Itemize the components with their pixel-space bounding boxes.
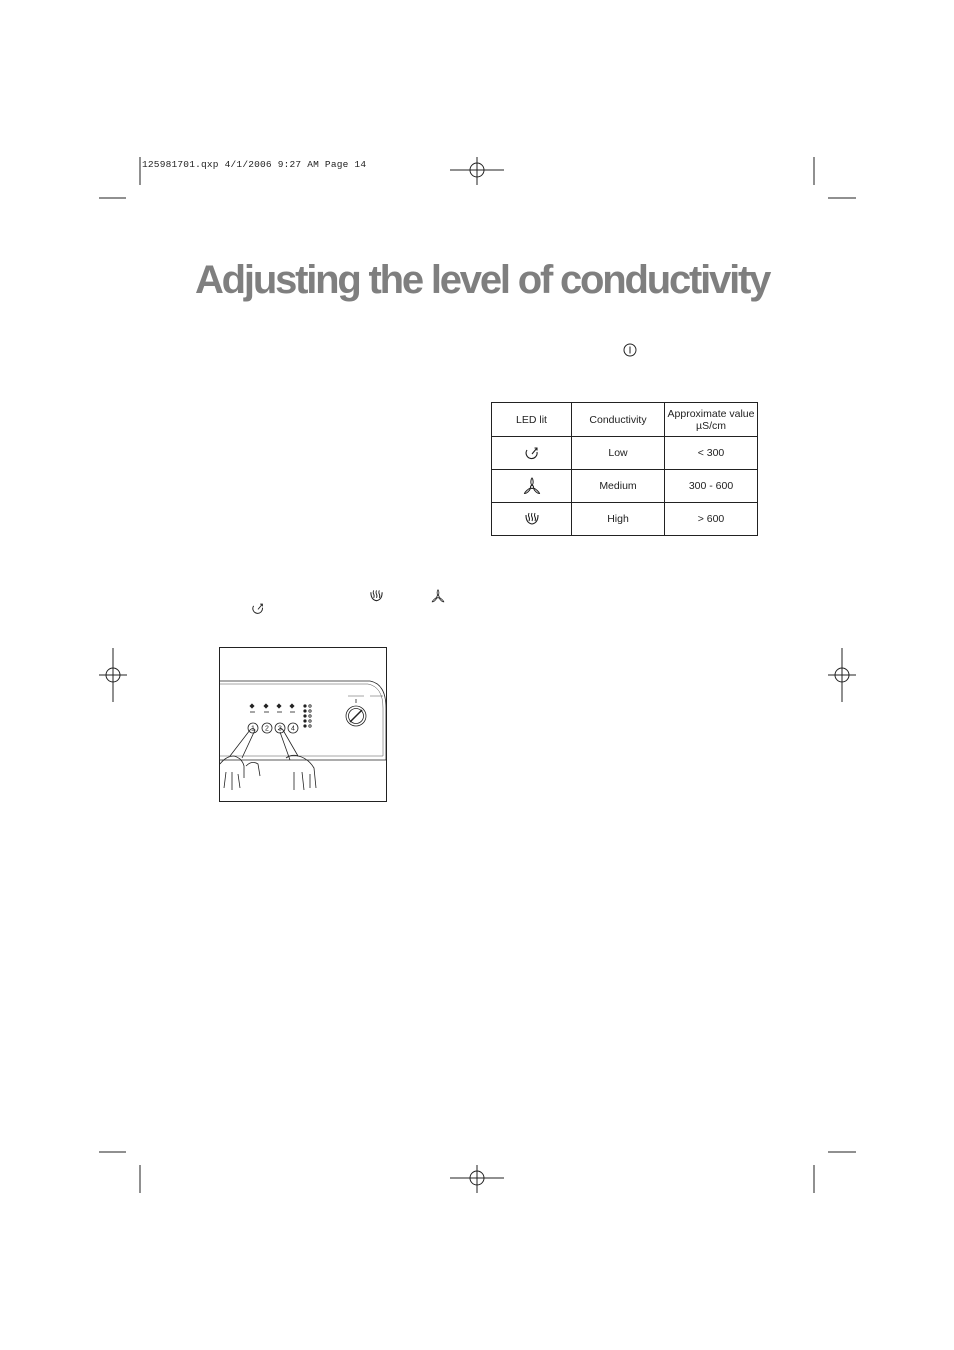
print-slug: 125981701.qxp 4/1/2006 9:27 AM Page 14	[142, 159, 367, 170]
info-circle-icon	[623, 343, 637, 357]
button-number: 2	[265, 725, 269, 733]
header-approx-line1: Approximate value	[667, 407, 755, 420]
value-cell: > 600	[665, 503, 758, 536]
control-panel-figure	[219, 647, 387, 802]
button-number: 1	[251, 725, 255, 733]
conductivity-table	[491, 402, 758, 536]
header-conductivity: Conductivity	[572, 403, 665, 437]
led-cell	[492, 470, 572, 503]
fan-icon	[431, 589, 445, 603]
value-cell: < 300	[665, 437, 758, 470]
header-led-lit: LED lit	[492, 403, 572, 437]
fan-icon	[523, 477, 541, 495]
button-number: 3	[278, 725, 282, 733]
steam-icon	[369, 589, 384, 603]
page-title: Adjusting the level of conductivity	[195, 258, 770, 302]
led-cell	[492, 437, 572, 470]
conductivity-cell: Medium	[572, 470, 665, 503]
led-cell	[492, 503, 572, 536]
steam-icon	[524, 512, 540, 526]
quick-wash-icon	[251, 602, 265, 615]
table-row	[492, 470, 758, 503]
table-row	[492, 503, 758, 536]
conductivity-cell: High	[572, 503, 665, 536]
header-approx-line2: µS/cm	[696, 419, 726, 432]
control-panel-illustration	[220, 648, 386, 801]
table-header-row	[492, 403, 758, 437]
button-number: 4	[291, 725, 295, 733]
table-row	[492, 437, 758, 470]
conductivity-cell: Low	[572, 437, 665, 470]
value-cell: 300 - 600	[665, 470, 758, 503]
header-approx-value	[665, 403, 758, 437]
quick-wash-icon	[524, 446, 540, 460]
